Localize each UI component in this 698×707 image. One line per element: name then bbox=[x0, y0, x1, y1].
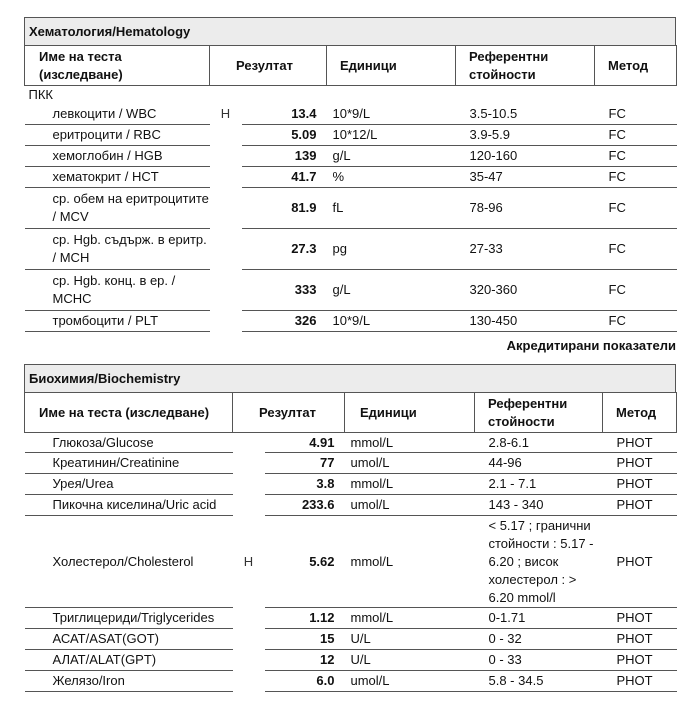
table-row bbox=[25, 608, 677, 629]
reference-range: 27-33 bbox=[456, 228, 595, 269]
units-value: U/L bbox=[345, 650, 475, 671]
reference-range: 3.9-5.9 bbox=[456, 124, 595, 145]
test-name: хемоглобин / HGB bbox=[25, 145, 210, 166]
test-name: левкоцити / WBC bbox=[25, 104, 210, 124]
table-row bbox=[25, 166, 677, 187]
hematology-section bbox=[24, 17, 676, 353]
test-name: ср. обем на еритроцитите / MCV bbox=[25, 187, 210, 228]
col-ref-header: Референтни стойности bbox=[456, 46, 595, 86]
test-name: Глюкоза/Glucose bbox=[25, 433, 233, 453]
result-value: 41.7 bbox=[242, 166, 327, 187]
result-value: 81.9 bbox=[242, 187, 327, 228]
test-name: ср. Hgb. съдърж. в еритр. / MCH bbox=[25, 228, 210, 269]
flag-indicator bbox=[233, 608, 265, 629]
result-value: 139 bbox=[242, 145, 327, 166]
reference-range: 78-96 bbox=[456, 187, 595, 228]
flag-indicator bbox=[210, 187, 242, 228]
units-value: % bbox=[327, 166, 456, 187]
table-row bbox=[25, 474, 677, 495]
biochemistry-section bbox=[24, 364, 676, 692]
units-value: g/L bbox=[327, 145, 456, 166]
units-value: mmol/L bbox=[345, 608, 475, 629]
reference-range: 0-1.71 bbox=[475, 608, 603, 629]
table-row bbox=[25, 516, 677, 608]
units-value: mmol/L bbox=[345, 433, 475, 453]
test-name: еритроцити / RBC bbox=[25, 124, 210, 145]
table-row bbox=[25, 433, 677, 453]
method-value: FC bbox=[595, 310, 677, 331]
result-value: 326 bbox=[242, 310, 327, 331]
method-value: PHOT bbox=[603, 671, 677, 692]
table-row bbox=[25, 650, 677, 671]
col-units-header: Единици bbox=[345, 393, 475, 433]
table-row bbox=[25, 124, 677, 145]
units-value: 10*9/L bbox=[327, 104, 456, 124]
reference-range: 320-360 bbox=[456, 269, 595, 310]
method-value: PHOT bbox=[603, 433, 677, 453]
result-value: 12 bbox=[265, 650, 345, 671]
result-value: 5.09 bbox=[242, 124, 327, 145]
flag-indicator: H bbox=[220, 106, 231, 121]
col-name-header: Име на теста (изследване) bbox=[25, 46, 210, 86]
method-value: PHOT bbox=[603, 495, 677, 516]
result-value: 233.6 bbox=[265, 495, 345, 516]
biochemistry-title: Биохимия/Biochemistry bbox=[24, 364, 676, 392]
result-value: 1.12 bbox=[265, 608, 345, 629]
col-units-header: Единици bbox=[327, 46, 456, 86]
units-value: fL bbox=[327, 187, 456, 228]
units-value: 10*9/L bbox=[327, 310, 456, 331]
flag-indicator bbox=[210, 269, 242, 310]
test-name: Холестерол/Cholesterol bbox=[25, 516, 233, 608]
units-value: 10*12/L bbox=[327, 124, 456, 145]
result-value: 333 bbox=[242, 269, 327, 310]
reference-range: 143 - 340 bbox=[475, 495, 603, 516]
flag-indicator bbox=[233, 629, 265, 650]
flag-indicator bbox=[210, 228, 242, 269]
table-row bbox=[25, 269, 677, 310]
flag-indicator bbox=[210, 310, 242, 331]
reference-range: 2.8-6.1 bbox=[475, 433, 603, 453]
col-method-header: Метод bbox=[603, 393, 677, 433]
method-value: FC bbox=[595, 187, 677, 228]
table-row bbox=[25, 145, 677, 166]
group-label: ПКК bbox=[28, 87, 53, 102]
units-value: umol/L bbox=[345, 671, 475, 692]
test-name: АЛАТ/ALAT(GPT) bbox=[25, 650, 233, 671]
result-value: 13.4 bbox=[242, 104, 327, 124]
result-value: 4.91 bbox=[265, 433, 345, 453]
units-value: U/L bbox=[345, 629, 475, 650]
flag-indicator bbox=[233, 671, 265, 692]
col-result-header: Резултат bbox=[210, 46, 327, 86]
reference-range: 3.5-10.5 bbox=[456, 104, 595, 124]
hematology-table bbox=[24, 45, 677, 332]
result-value: 3.8 bbox=[265, 474, 345, 495]
accreditation-note: Акредитирани показатели bbox=[506, 337, 676, 353]
result-value: 27.3 bbox=[242, 228, 327, 269]
method-value: PHOT bbox=[603, 516, 677, 608]
flag-indicator bbox=[233, 495, 265, 516]
reference-range: 130-450 bbox=[456, 310, 595, 331]
test-name: хематокрит / HCT bbox=[25, 166, 210, 187]
table-row bbox=[25, 310, 677, 331]
biochemistry-table bbox=[24, 392, 677, 692]
result-value: 6.0 bbox=[265, 671, 345, 692]
method-value: FC bbox=[595, 166, 677, 187]
hematology-title: Хематология/Hematology bbox=[24, 17, 676, 45]
reference-range: 44-96 bbox=[475, 453, 603, 474]
test-name: Урея/Urea bbox=[25, 474, 233, 495]
result-value: 5.62 bbox=[265, 516, 345, 608]
table-row bbox=[25, 228, 677, 269]
result-value: 77 bbox=[265, 453, 345, 474]
test-name: Креатинин/Creatinine bbox=[25, 453, 233, 474]
test-name: ср. Hgb. конц. в ер. / MCHC bbox=[25, 269, 210, 310]
flag-indicator bbox=[233, 650, 265, 671]
reference-range: 0 - 33 bbox=[475, 650, 603, 671]
method-value: PHOT bbox=[603, 474, 677, 495]
method-value: FC bbox=[595, 228, 677, 269]
flag-indicator bbox=[210, 145, 242, 166]
col-result-header: Резултат bbox=[233, 393, 345, 433]
flag-indicator bbox=[210, 124, 242, 145]
flag-indicator bbox=[233, 433, 265, 453]
table-row bbox=[25, 187, 677, 228]
units-value: mmol/L bbox=[345, 516, 475, 608]
table-row bbox=[25, 671, 677, 692]
table-row bbox=[25, 453, 677, 474]
test-name: Триглицериди/Triglycerides bbox=[25, 608, 233, 629]
flag-indicator: H bbox=[243, 553, 254, 569]
units-value: pg bbox=[327, 228, 456, 269]
flag-indicator bbox=[233, 453, 265, 474]
result-value: 15 bbox=[265, 629, 345, 650]
method-value: PHOT bbox=[603, 629, 677, 650]
test-name: Желязо/Iron bbox=[25, 671, 233, 692]
method-value: FC bbox=[595, 104, 677, 124]
reference-range: 120-160 bbox=[456, 145, 595, 166]
method-value: PHOT bbox=[603, 650, 677, 671]
reference-range: 35-47 bbox=[456, 166, 595, 187]
flag-indicator bbox=[233, 474, 265, 495]
units-value: umol/L bbox=[345, 453, 475, 474]
reference-range: < 5.17 ; гранични стойности : 5.17 - 6.20 ; висок холестерол : > 6.20 mmol/l bbox=[475, 516, 603, 608]
units-value: umol/L bbox=[345, 495, 475, 516]
method-value: PHOT bbox=[603, 608, 677, 629]
test-name: АСАТ/ASAT(GOT) bbox=[25, 629, 233, 650]
test-name: тромбоцити / PLT bbox=[25, 310, 210, 331]
method-value: PHOT bbox=[603, 453, 677, 474]
units-value: g/L bbox=[327, 269, 456, 310]
reference-range: 2.1 - 7.1 bbox=[475, 474, 603, 495]
col-ref-header: Референтни стойности bbox=[475, 393, 603, 433]
reference-range: 0 - 32 bbox=[475, 629, 603, 650]
method-value: FC bbox=[595, 145, 677, 166]
table-row bbox=[25, 629, 677, 650]
col-name-header: Име на теста (изследване) bbox=[25, 393, 233, 433]
test-name: Пикочна киселина/Uric acid bbox=[25, 495, 233, 516]
table-row bbox=[25, 104, 677, 124]
method-value: FC bbox=[595, 269, 677, 310]
method-value: FC bbox=[595, 124, 677, 145]
reference-range: 5.8 - 34.5 bbox=[475, 671, 603, 692]
table-row bbox=[25, 495, 677, 516]
units-value: mmol/L bbox=[345, 474, 475, 495]
col-method-header: Метод bbox=[595, 46, 677, 86]
flag-indicator bbox=[210, 166, 242, 187]
